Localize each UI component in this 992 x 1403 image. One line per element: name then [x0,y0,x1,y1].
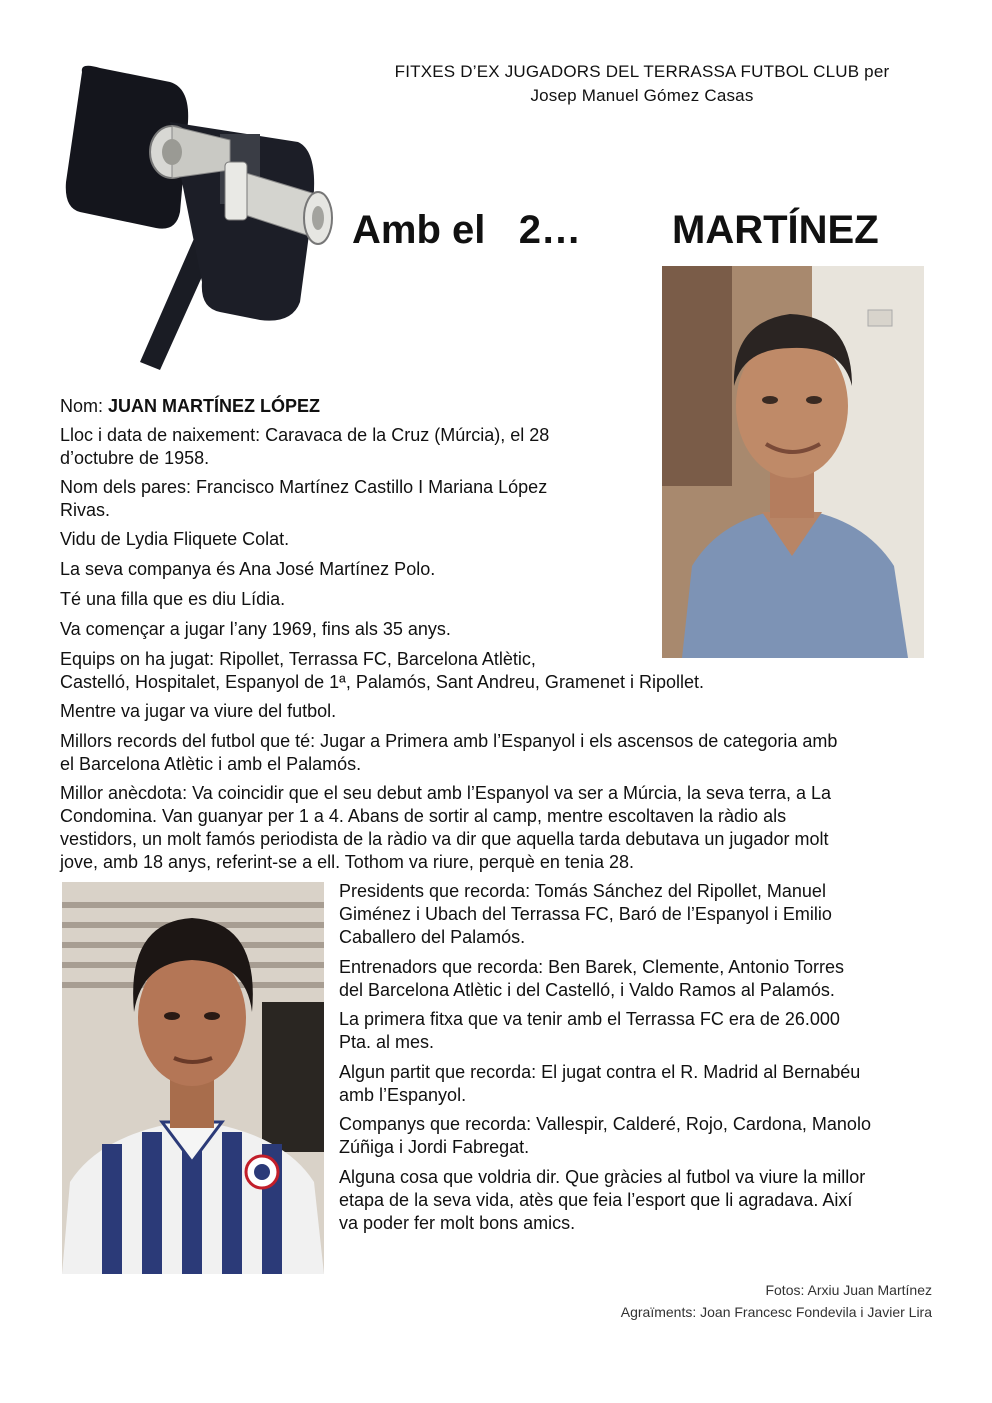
bio-filla: Té una filla que es diu Lídia. [60,589,286,609]
bio-fitxa-line: Pta. al mes. [339,1032,435,1052]
bio-entrenadors [339,956,939,1002]
bio-anecdota-line: jove, amb 18 anys, referint-se a ell. Tothom va riure, perquè en tenia 28. [60,852,634,872]
bio-anecdota-line: Condomina. Van guanyar per 1 a 4. Abans de sortir al camp, mentre escoltaven la ràdio als [60,806,787,826]
bio-equips-line: Castelló, Hospitalet, Espanyol de 1ª, Palamós, Sant Andreu, Gramenet i Ripollet. [60,672,705,692]
bio-presidents-line: Presidents que recorda: Tomás Sánchez del Ripollet, Manuel [339,881,826,901]
bio-vidu: Vidu de Lydia Fliquete Colat. [60,529,290,549]
bio-presidents-line: Caballero del Palamós. [339,927,526,947]
bio-voldria-dir [339,1166,939,1235]
bio-companys [339,1113,939,1159]
bio-naixement [60,424,660,470]
bio-fitxa [339,1008,939,1054]
bio-partit-line: amb l’Espanyol. [339,1085,467,1105]
title-name: MARTÍNEZ [672,208,879,252]
credits-fotos: Fotos: Arxiu Juan Martínez [765,1282,932,1298]
bio-naixement-line: Lloc i data de naixement: Caravaca de la Cruz (Múrcia), el 28 [60,425,550,445]
bio-voldria-dir-line: etapa de la seva vida, atès que feia l’esport que li agradava. Així [339,1190,853,1210]
header-line-2: Josep Manuel Gómez Casas [530,86,754,105]
loudspeaker-illustration [60,62,350,372]
bio-records-line: Millors records del futbol que té: Jugar a Primera amb l’Espanyol i els ascensos de categoria amb [60,731,838,751]
bio-companys-line: Zúñiga i Jordi Fabregat. [339,1137,530,1157]
bio-fitxa-line: La primera fitxa que va tenir amb el Terrassa FC era de 26.000 [339,1009,840,1029]
bio-entrenadors-line: Entrenadors que recorda: Ben Barek, Clemente, Antonio Torres [339,957,844,977]
bio-companya: La seva companya és Ana José Martínez Polo. [60,559,436,579]
bio-anecdota-line: vestidors, un molt famós periodista de la ràdio va dir que aquella tarda debutava un jugador molt [60,829,829,849]
header-line-1: FITXES D’EX JUGADORS DEL TERRASSA FUTBOL CLUB per [394,62,890,81]
bio-equips-line: Equips on ha jugat: Ripollet, Terrassa FC, Barcelona Atlètic, [60,649,536,669]
title-prefix: Amb el 2… [352,208,581,252]
bio-voldria-dir-line: va poder fer molt bons amics. [339,1213,576,1233]
bio-partit-line: Algun partit que recorda: El jugat contra el R. Madrid al Bernabéu [339,1062,861,1082]
bio-equips [60,648,935,694]
bio-voldria-dir-line: Alguna cosa que voldria dir. Que gràcies al futbol va viure la millor [339,1167,866,1187]
bio-nom [60,395,660,418]
bio-entrenadors-line: del Barcelona Atlètic i del Castelló, i Valdo Ramos al Palamós. [339,980,835,1000]
bio-pares-line: Nom dels pares: Francisco Martínez Castillo I Mariana López [60,477,548,497]
bio-records-line: el Barcelona Atlètic i amb el Palamós. [60,754,362,774]
bio-anecdota [60,782,935,874]
bio-records [60,730,935,776]
bio-anecdota-line: Millor anècdota: Va coincidir que el seu debut amb l’Espanyol va ser a Múrcia, la seva terra, a La [60,783,832,803]
bio-presidents-line: Giménez i Ubach del Terrassa FC, Baró de l’Espanyol i Emilio [339,904,832,924]
bio-nom-value: JUAN MARTÍNEZ LÓPEZ [108,396,321,416]
portrait-photo-recent [662,266,924,658]
bio-companys-line: Companys que recorda: Vallespir, Calderé, Rojo, Cardona, Manolo [339,1114,871,1134]
bio-partit [339,1061,939,1107]
bio-presidents [339,880,939,949]
bio-naixement-line: d’octubre de 1958. [60,448,210,468]
bio-pares-line: Rivas. [60,500,111,520]
credits-agraiments: Agraïments: Joan Francesc Fondevila i Javier Lira [620,1304,932,1320]
player-photo-espanyol [62,882,324,1274]
bio-nom-label: Nom: [60,396,109,416]
bio-pares [60,476,660,522]
bio-comencar: Va començar a jugar l’any 1969, fins als 35 anys. [60,619,451,639]
bio-viure: Mentre va jugar va viure del futbol. [60,701,337,721]
